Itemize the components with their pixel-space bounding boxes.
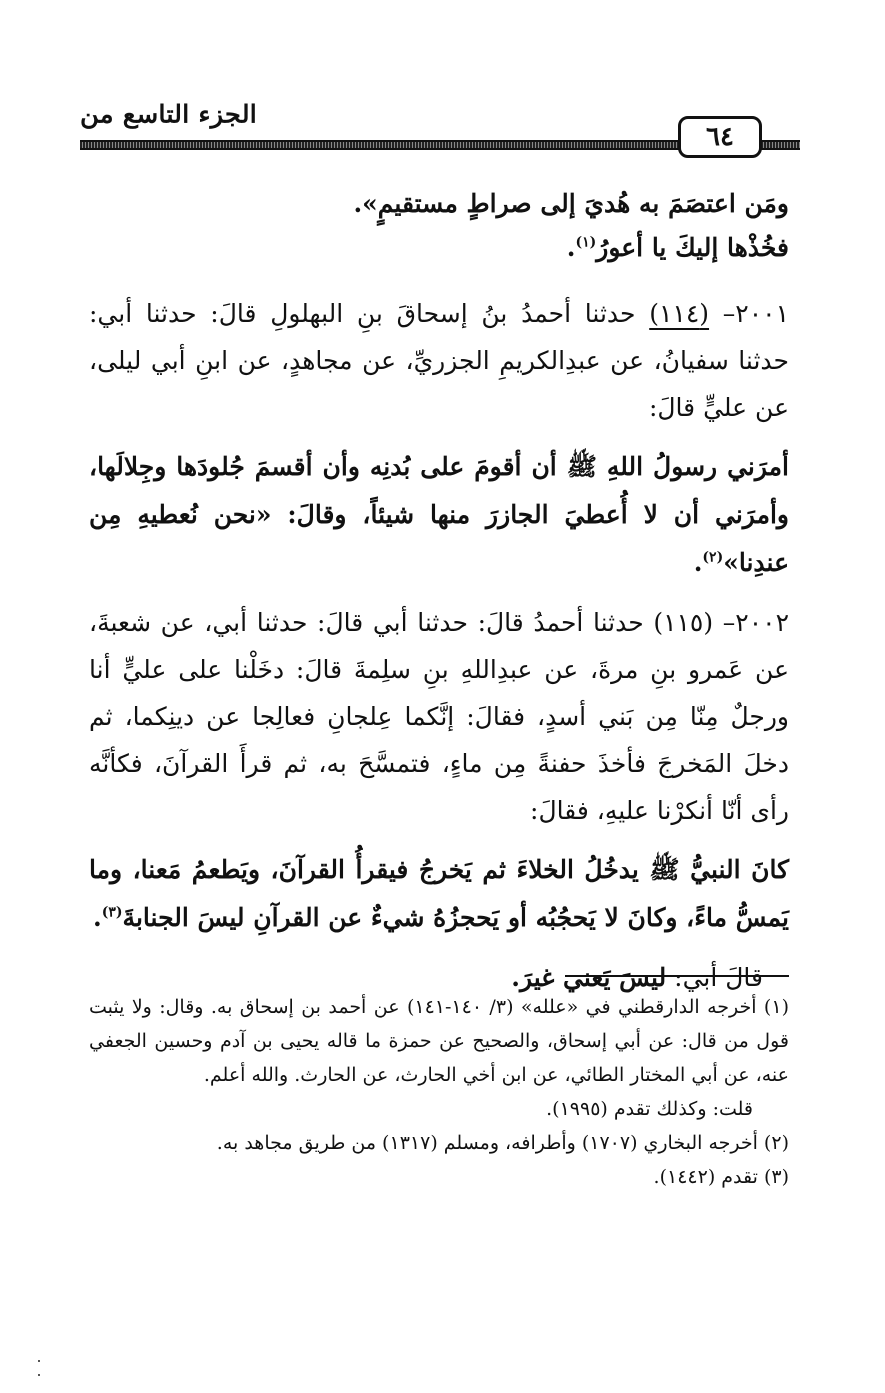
hadith-2001-subnumber: (١١٤)	[649, 299, 710, 328]
hadith-2002-matn	[89, 846, 789, 942]
hadith-2002-matn-end: .	[93, 903, 102, 932]
footnotes	[89, 990, 789, 1194]
running-head-title: الجزء التاسع من	[80, 100, 257, 130]
hadith-2001-matn-end: .	[693, 548, 703, 577]
main-text	[89, 182, 789, 1002]
page-header	[80, 94, 800, 164]
footnote-separator	[565, 975, 789, 977]
footnote-ref-1: (١)	[575, 234, 597, 251]
hadith-2002-isnad: ٢٠٠٢– (١١٥) حدثنا أحمدُ قالَ: حدثنا أبي قالَ: حدثنا أبي، عن شعبةَ، عن عَمرو بنِ مرةَ، عن عبدِاللهِ بنِ سلِمةَ قالَ: دخَلْنا على عليٍّ أنا ورجلٌ مِنّا مِن بَني أسدٍ، فقالَ: إنَّكما عِلجانِ فعالِجا عن دينِكما، ثم دخلَ المَخرجَ فأخذَ حفنةً مِن ماءٍ، فتمسَّحَ به، ثم قرأَ القرآنَ، فكأنَّه رأى أنّا أنكرْنا عليهِ، فقالَ:	[89, 608, 789, 825]
qaala-text: ليسَ يَعني غيرَ.	[511, 963, 667, 992]
qaala-label: قالَ أبي:	[666, 963, 763, 992]
scan-speck	[38, 1360, 40, 1362]
hadith-2001-matn	[89, 443, 789, 587]
footnote-3: (٣) تقدم (١٤٤٢).	[653, 1166, 789, 1188]
hadith-2001-matn-text: أمرَني رسولُ اللهِ ﷺ أن أقومَ على بُدنِه وأن أقسمَ جُلودَها وجِلالَها، وأمرَني أن لا أُعطيَ الجازرَ منها شيئاً، وقالَ: «نحن نُعطيهِ مِن عندِنا»	[89, 452, 789, 577]
footnote-ref-2: (٢)	[702, 549, 724, 566]
hadith-2001-number: ٢٠٠١–	[709, 299, 789, 328]
verse-line-2-end: .	[566, 233, 576, 262]
hadith-2002-matn-text: كانَ النبيُّ ﷺ يدخُلُ الخلاءَ ثم يَخرجُ فيقرأُ القرآنَ، ويَطعمُ مَعنا، وما يَمسُّ ماءً، وكانَ لا يَحجُبُه أو يَحجزُهُ شيءٌ عن القرآنِ ليسَ الجنابةَ	[89, 855, 789, 932]
footnote-1-note: قلت: وكذلك تقدم (١٩٩٥).	[546, 1098, 753, 1120]
scan-speck	[38, 1374, 40, 1376]
verse-line-2-text: فخُذْها إليكَ يا أعورُ	[596, 233, 789, 262]
footnote-1: (١) أخرجه الدارقطني في «علله» (٣/ ١٤٠-١٤١) عن أحمد بن إسحاق به. وقال: ولا يثبت قول من قال: عن أبي إسحاق، والصحيح عن حمزة ما قاله يحيى بن آدم وحسين الجعفي عنه، عن أبي المختار الطائي، عن ابن أخي الحارث، عن الحارث. والله أعلم.	[89, 996, 789, 1086]
hadith-2001-chain: حدثنا أحمدُ بنُ إسحاقَ بنِ البهلولِ قالَ: حدثنا أبي: حدثنا سفيانُ، عن عبدِالكريمِ الجزريِّ، عن مجاهدٍ، عن ابنِ أبي ليلى، عن عليٍّ قالَ:	[89, 299, 789, 422]
verse-line-1: ومَن اعتصَمَ به هُديَ إلى صراطٍ مستقيمٍ».	[353, 189, 789, 218]
footnote-ref-3: (٣)	[101, 904, 123, 921]
hadith-2001-isnad	[89, 290, 789, 431]
verse-line-2	[89, 226, 789, 270]
page-number: ٦٤	[678, 116, 762, 158]
footnote-2: (٢) أخرجه البخاري (١٧٠٧) وأطرافه، ومسلم (١٣١٧) من طريق مجاهد به.	[216, 1132, 789, 1154]
